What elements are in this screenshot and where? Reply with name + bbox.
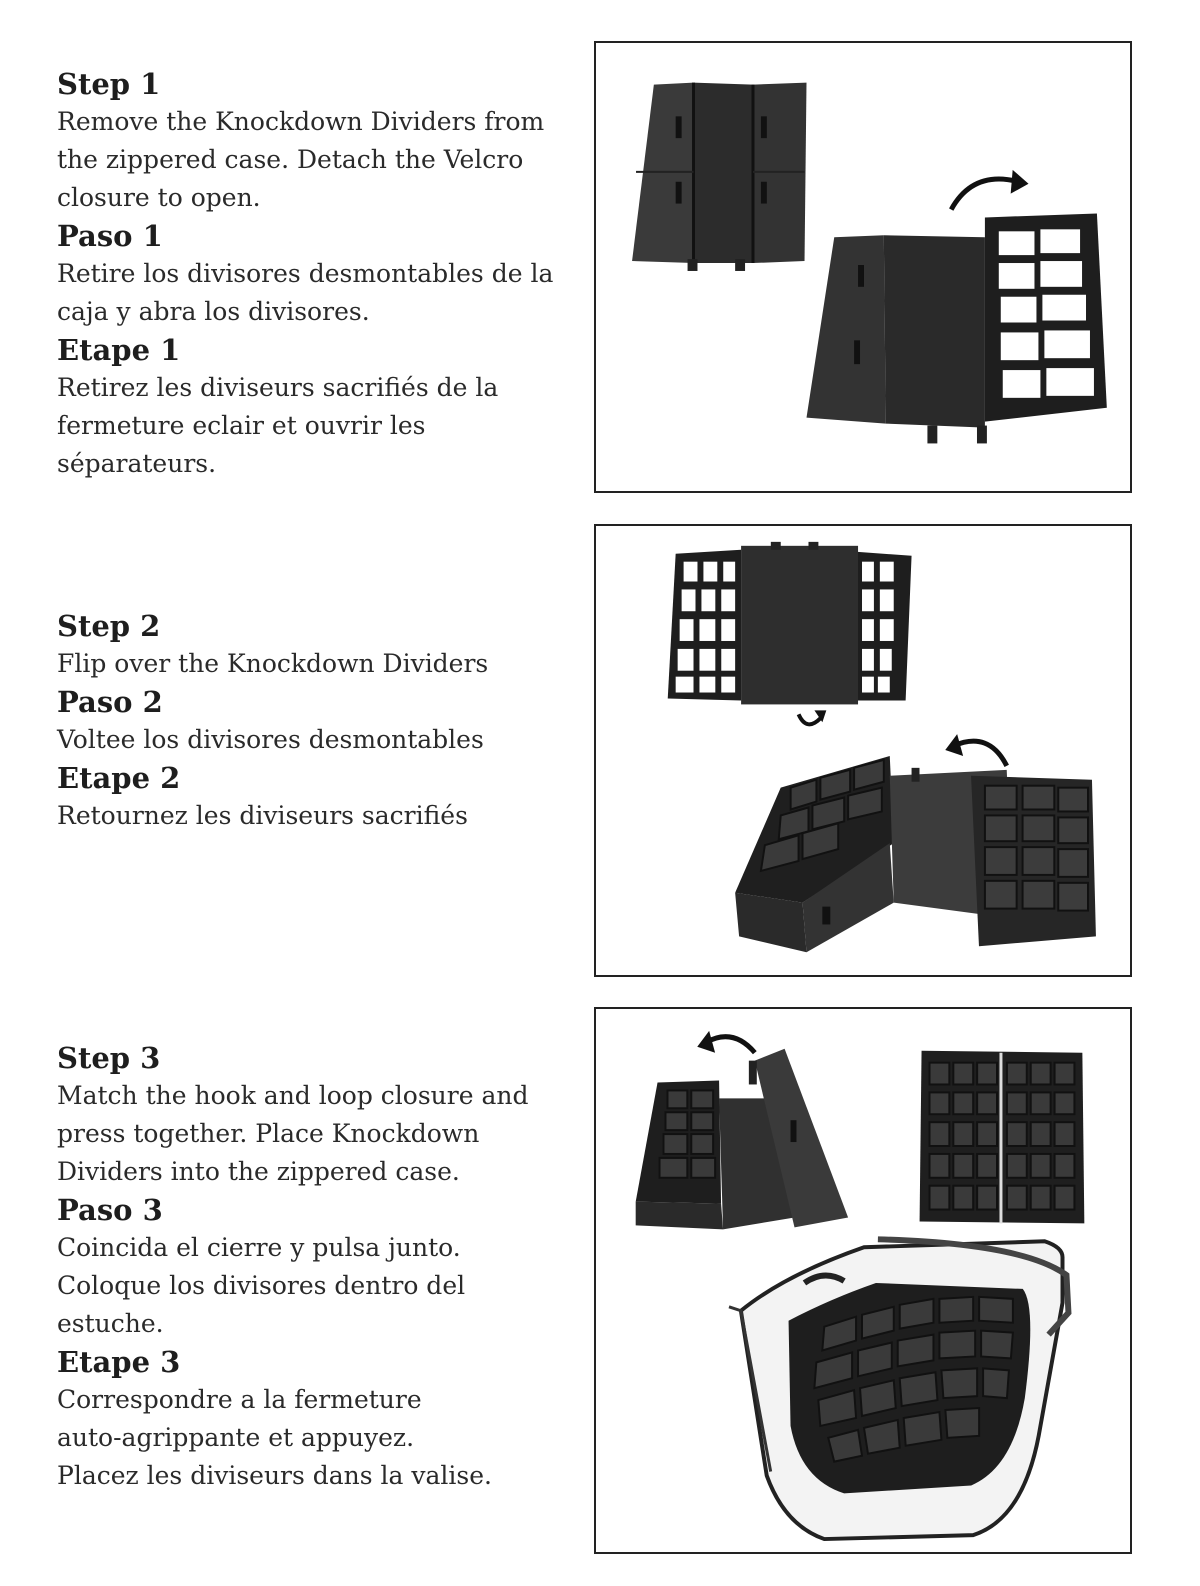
step-1-fr-line: Retirez les diviseurs sacrifiés de la xyxy=(57,373,499,402)
step-1-en-title: Step 1 xyxy=(57,67,161,101)
opened-divider-image xyxy=(807,213,1107,443)
step-2-fr-title: Etape 2 xyxy=(57,761,181,795)
step-3-es-title: Paso 3 xyxy=(57,1193,163,1227)
step-1-es-line: caja y abra los divisores. xyxy=(57,297,370,326)
step-2-figure xyxy=(596,526,1130,975)
flip-arrow-icon xyxy=(945,734,1006,766)
step-2-es-line: Voltee los divisores desmontables xyxy=(57,725,484,754)
step-2-fr-line: Retournez les diviseurs sacrifiés xyxy=(57,801,468,830)
step-3-en-line: Dividers into the zippered case. xyxy=(57,1157,460,1186)
step-3-fr-title: Etape 3 xyxy=(57,1345,181,1379)
step-3-figure xyxy=(596,1009,1130,1552)
step-2-text xyxy=(57,607,577,835)
flat-divider-image xyxy=(668,542,912,705)
step-1-fr-title: Etape 1 xyxy=(57,333,181,367)
folding-divider-image xyxy=(636,1049,848,1230)
step-1-es-line: Retire los divisores desmontables de la xyxy=(57,259,554,288)
step-2-en-line: Flip over the Knockdown Dividers xyxy=(57,649,489,678)
step-2-en-title: Step 2 xyxy=(57,609,161,643)
step-1-figure xyxy=(596,43,1130,491)
flipped-divider-image xyxy=(735,756,1096,952)
step-1-text xyxy=(57,65,577,483)
step-3-fr-line: auto-agrippante et appuyez. xyxy=(57,1423,415,1452)
step-1-en-line: closure to open. xyxy=(57,183,261,212)
flip-arrow-icon xyxy=(799,710,827,724)
step-3-fr-line: Placez les diviseurs dans la valise. xyxy=(57,1461,492,1490)
step-3-en-line: Match the hook and loop closure and xyxy=(57,1081,529,1110)
step-3-es-line: Coloque los divisores dentro del estuche. xyxy=(57,1271,466,1338)
step-1-illustration xyxy=(594,41,1132,493)
step-3-es-line: Coincida el cierre y pulsa junto. xyxy=(57,1233,461,1262)
zippered-case-image xyxy=(729,1239,1068,1539)
step-3-text xyxy=(57,1039,577,1495)
folded-divider-image xyxy=(632,83,806,271)
flip-arrow-icon xyxy=(951,170,1028,210)
step-1-en-line: Remove the Knockdown Dividers from xyxy=(57,107,545,136)
step-2-illustration xyxy=(594,524,1132,977)
step-1-en-line: the zippered case. Detach the Velcro xyxy=(57,145,524,174)
assembled-divider-image xyxy=(920,1051,1085,1224)
flip-arrow-icon xyxy=(697,1031,755,1053)
step-3-en-title: Step 3 xyxy=(57,1041,161,1075)
step-3-fr-line: Correspondre a la fermeture xyxy=(57,1385,422,1414)
step-3-en-line: press together. Place Knockdown xyxy=(57,1119,480,1148)
step-2-es-title: Paso 2 xyxy=(57,685,163,719)
step-3-illustration xyxy=(594,1007,1132,1554)
step-1-fr-line: fermeture eclair et ouvrir les séparateurs. xyxy=(57,411,426,478)
step-1-es-title: Paso 1 xyxy=(57,219,163,253)
